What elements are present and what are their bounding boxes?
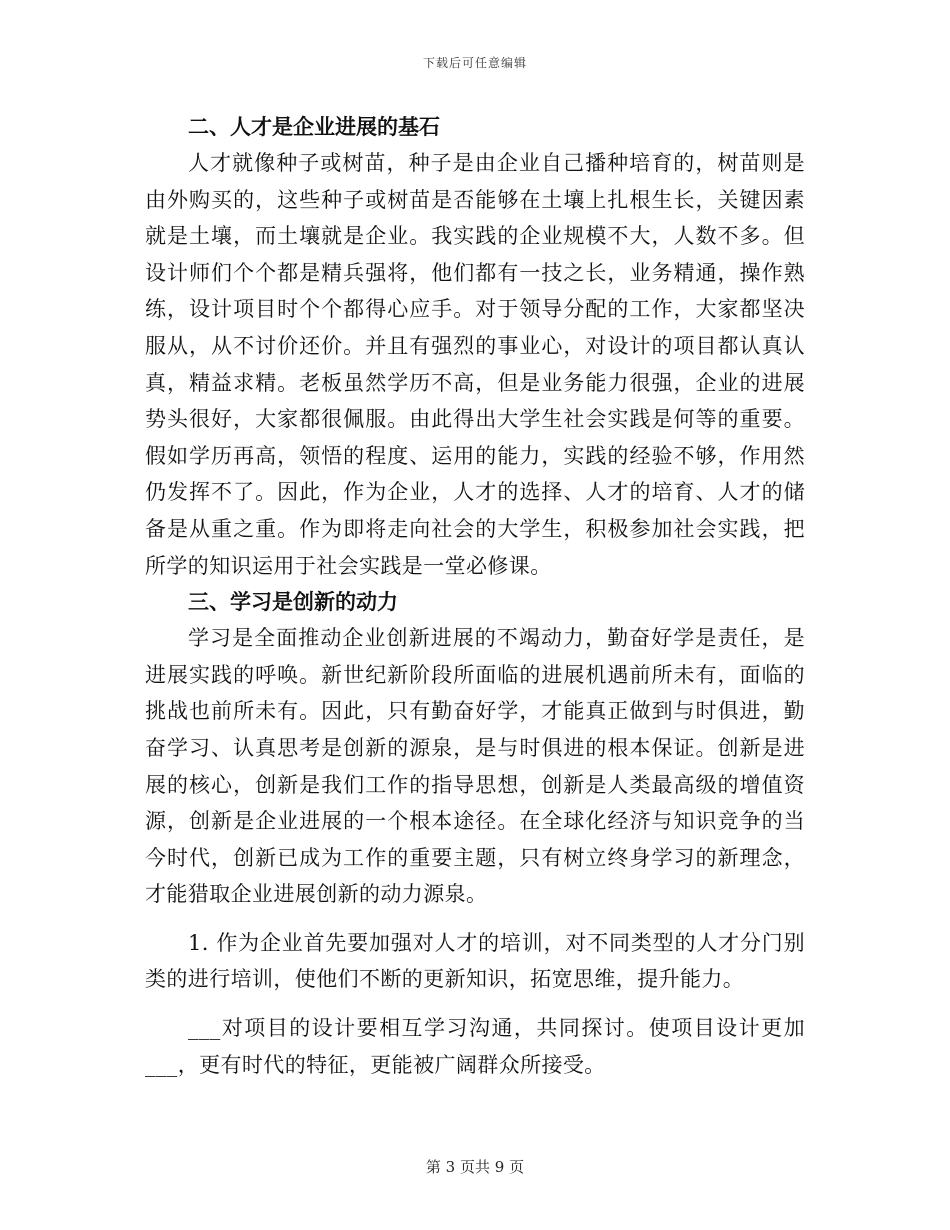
paragraph-project-design: ___对项目的设计要相互学习沟通，共同探讨。使项目设计更加___，更有时代的特征，更能被广阔群众所接受。 [145,1016,805,1077]
section-heading-learning: 三、学习是创新的动力 [188,590,398,615]
document-body [145,109,805,1083]
section-heading-talent: 二、人才是企业进展的基石 [188,115,440,139]
page-number: 第 3 页共 9 页 [425,1158,525,1176]
page-header-note: 下载后可任意编辑 [422,56,527,70]
paragraph-training: 1. 作为企业首先要加强对人才的培训，对不同类型的人才分门别类的进行培训，使他们不断的更新知识，拓宽思维，提升能力。 [145,930,805,992]
paragraph-talent: 人才就像种子或树苗，种子是由企业自己播种培育的，树苗则是由外购买的，这些种子或树苗是否能够在土壤上扎根生长，关键因素就是土壤，而土壤就是企业。我实践的企业规模不大，人数不多。但设计师们个个都是精兵强将，他们都有一技之长，业务精通，操作熟练，设计项目时个个都得心应手。对于领导分配的工作，大家都坚决服从，从不讨价还价。并且有强烈的事业心，对设计的项目都认真认真，精益求精。老板虽然学历不高，但是业务能力很强，企业的进展势头很好，大家都很佩服。由此得出大学生社会实践是何等的重要。假如学历再高，领悟的程度、运用的能力，实践的经验不够，作用然仍发挥不了。因此，作为企业，人才的选择、人才的培育、人才的储备是从重之重。作为即将走向社会的大学生，积极参加社会实践，把所学的知识运用于社会实践是一堂必修课。 [145,151,805,578]
paragraph-learning: 学习是全面推动企业创新进展的不竭动力，勤奋好学是责任，是进展实践的呼唤。新世纪新阶段所面临的进展机遇前所未有，面临的挑战也前所未有。因此，只有勤奋好学，才能真正做到与时俱进，勤奋学习、认真思考是创新的源泉，是与时俱进的根本保证。创新是进展的核心，创新是我们工作的指导思想，创新是人类最高级的增值资源，创新是企业进展的一个根本途径。在全球化经济与知识竞争的当今时代，创新已成为工作的重要主题，只有树立终身学习的新理念，才能猎取企业进展创新的动力源泉。 [145,626,805,907]
